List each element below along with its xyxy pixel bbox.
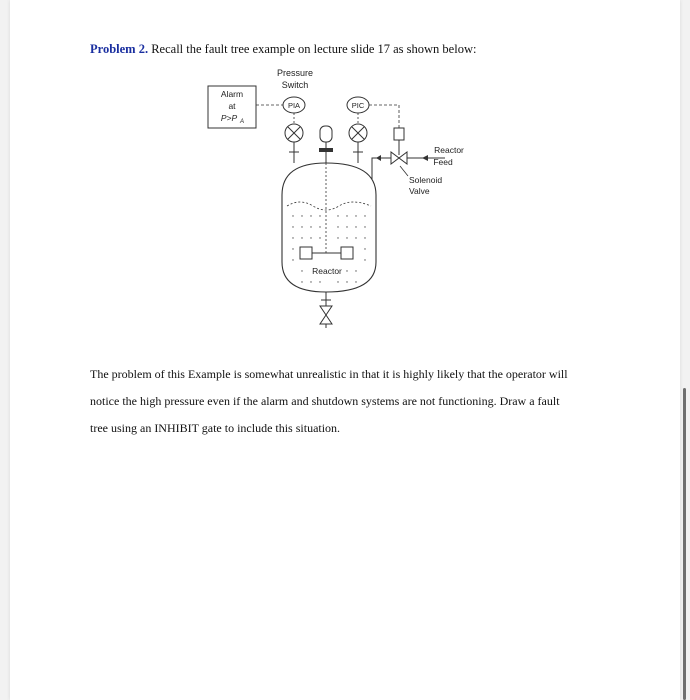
pressure-switch-x: [285, 124, 303, 142]
svg-text:PIC: PIC: [351, 101, 365, 110]
scrollbar[interactable]: [683, 388, 686, 700]
reactor-diagram: [200, 62, 480, 337]
problem-label: Problem 2.: [90, 42, 149, 56]
pia-indicator: [283, 97, 305, 113]
problem-heading: [90, 42, 476, 57]
svg-text:Alarm: Alarm: [220, 89, 244, 99]
body-paragraph-line-3: tree using an INHIBIT gate to include this situation.: [90, 421, 341, 435]
svg-text:P>P: P>P: [220, 113, 238, 123]
pressure-transmitter-x: [349, 124, 367, 142]
pic-controller: [347, 97, 369, 113]
svg-text:at: at: [228, 101, 236, 111]
reactor-feed-label: Reactor: [434, 145, 464, 155]
agitator-motor: [319, 126, 333, 163]
problem-text: Recall the fault tree example on lecture slide 17 as shown below:: [148, 42, 477, 56]
body-paragraph-line-1: The problem of this Example is somewhat unrealistic in that it is highly likely that the operator will: [90, 367, 568, 381]
outlet-valve: [320, 306, 332, 324]
alarm-box: [208, 86, 256, 128]
pressure-switch-label: Pressure: [276, 68, 314, 78]
solenoid-valve-label: Solenoid: [409, 175, 443, 185]
reactor-label: Reactor: [312, 266, 342, 276]
pressure-switch-label-2: Switch: [281, 80, 309, 90]
reactor-feed-label-2: Feed: [433, 157, 453, 167]
solenoid-valve-label-2: Valve: [409, 186, 430, 196]
svg-text:A: A: [240, 119, 245, 125]
solenoid-actuator: [394, 128, 404, 155]
svg-text:PIA: PIA: [287, 101, 301, 110]
body-paragraph-line-2: notice the high pressure even if the alarm and shutdown systems are not functioning. Draw a fault: [90, 394, 560, 408]
